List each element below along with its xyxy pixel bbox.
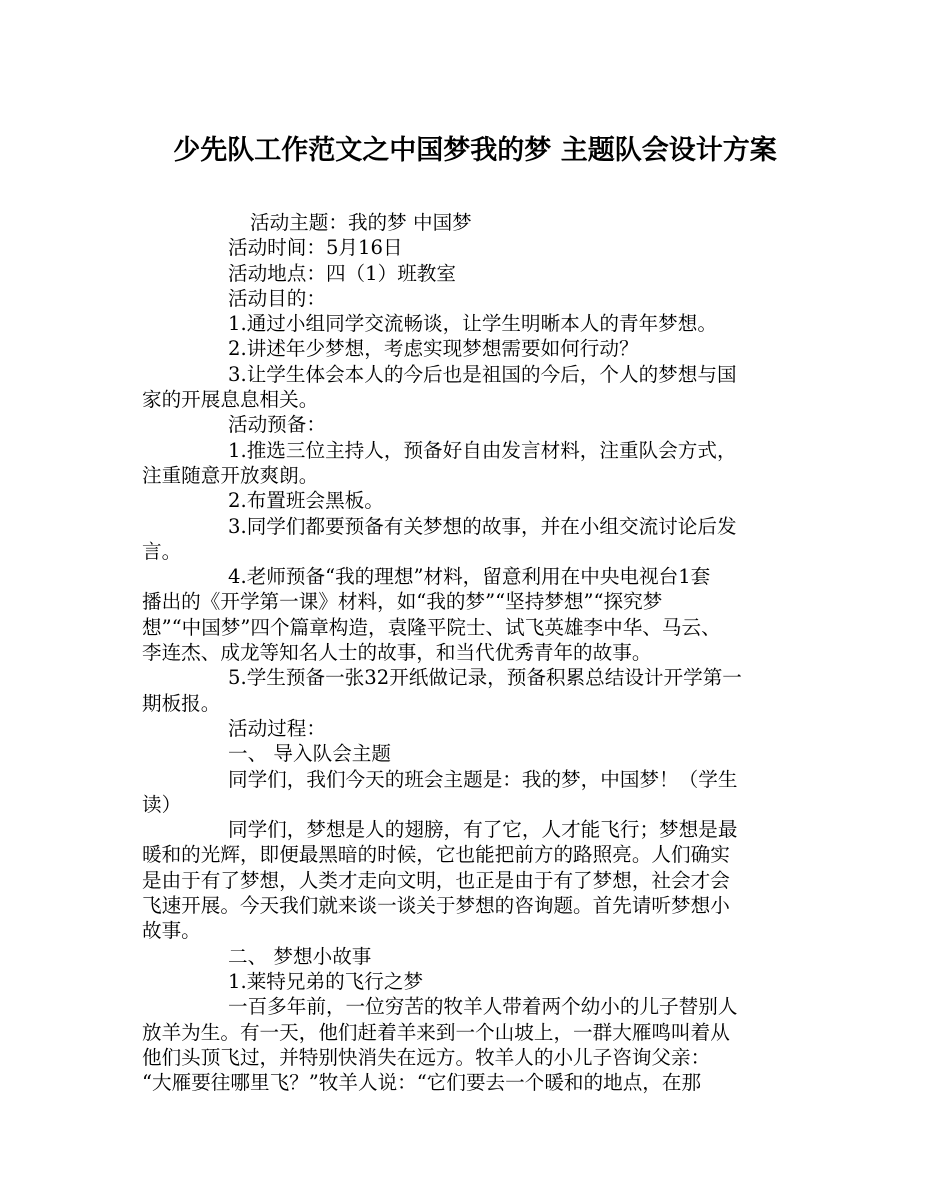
section-heading: 活动过程： [228, 716, 326, 740]
paragraph-line: 李连杰、成龙等知名人士的故事，和当代优秀青年的故事。 [142, 641, 652, 665]
paragraph-line: “大雁要往哪里飞？”牧羊人说：“它们要去一个暖和的地点，在那 [142, 1071, 702, 1095]
paragraph-line: 活动地点：四（1）班教室 [228, 261, 456, 285]
paragraph-line: 活动目的： [228, 286, 326, 310]
paragraph-line: 3.同学们都要预备有关梦想的故事，并在小组交流讨论后发 [228, 514, 737, 538]
paragraph-line: 他们头顶飞过，并特别快消失在远方。牧羊人的小儿子咨询父亲： [142, 1045, 711, 1069]
paragraph-line: 4.老师预备“我的理想”材料，留意利用在中央电视台1套 [228, 565, 711, 589]
paragraph-line: 1.通过小组同学交流畅谈，让学生明晰本人的青年梦想。 [228, 312, 717, 336]
paragraph-line: 同学们，梦想是人的翅膀，有了它，人才能飞行；梦想是最 [228, 818, 738, 842]
paragraph-line: 活动预备： [228, 413, 326, 437]
document-body [142, 210, 810, 1095]
document-title: 少先队工作范文之中国梦我的梦 主题队会设计方案 [173, 135, 777, 166]
paragraph-line: 读） [142, 792, 182, 816]
paragraph-line: 言。 [142, 539, 182, 563]
paragraph-line: 暖和的光辉，即便最黑暗的时候，它也能把前方的路照亮。人们确实 [142, 843, 730, 867]
paragraph-line: 3.让学生体会本人的今后也是祖国的今后，个人的梦想与国 [228, 362, 737, 386]
paragraph-line: 注重随意开放爽朗。 [142, 463, 319, 487]
paragraph-line: 活动时间：5月16日 [228, 236, 403, 260]
paragraph-line: 同学们，我们今天的班会主题是：我的梦，中国梦！（学生 [228, 767, 738, 791]
section-heading: 二、 梦想小故事 [228, 944, 372, 968]
paragraph-line: 放羊为生。有一天，他们赶着羊来到一个山坡上，一群大雁鸣叫着从 [142, 1020, 730, 1044]
paragraph-line: 想”“中国梦”四个篇章构造，袁隆平院士、试飞英雄李中华、马云、 [142, 615, 721, 639]
paragraph-line: 1.推选三位主持人，预备好自由发言材料，注重队会方式， [228, 438, 737, 462]
paragraph-line: 飞速开展。今天我们就来谈一谈关于梦想的咨询题。首先请听梦想小 [142, 894, 730, 918]
paragraph-line: 2.布置班会黑板。 [228, 489, 384, 513]
paragraph-line: 播出的《开学第一课》材料，如“我的梦”“坚持梦想”“探究梦 [142, 590, 663, 614]
paragraph-line: 家的开展息息相关。 [142, 388, 319, 412]
paragraph-line: 是由于有了梦想，人类才走向文明，也正是由于有了梦想，社会才会 [142, 868, 730, 892]
paragraph-line: 一百多年前，一位穷苦的牧羊人带着两个幼小的儿子替别人 [228, 995, 738, 1019]
paragraph-line: 2.讲述年少梦想，考虑实现梦想需要如何行动？ [228, 337, 639, 361]
paragraph-line: 故事。 [142, 919, 201, 943]
subsection-heading: 1.莱特兄弟的飞行之梦 [228, 969, 424, 993]
paragraph-line: 5.学生预备一张32开纸做记录，预备积累总结设计开学第一 [228, 666, 742, 690]
section-heading: 一、 导入队会主题 [228, 742, 391, 766]
paragraph-line: 期板报。 [142, 691, 221, 715]
paragraph-line: 活动主题：我的梦 中国梦 [250, 211, 472, 234]
